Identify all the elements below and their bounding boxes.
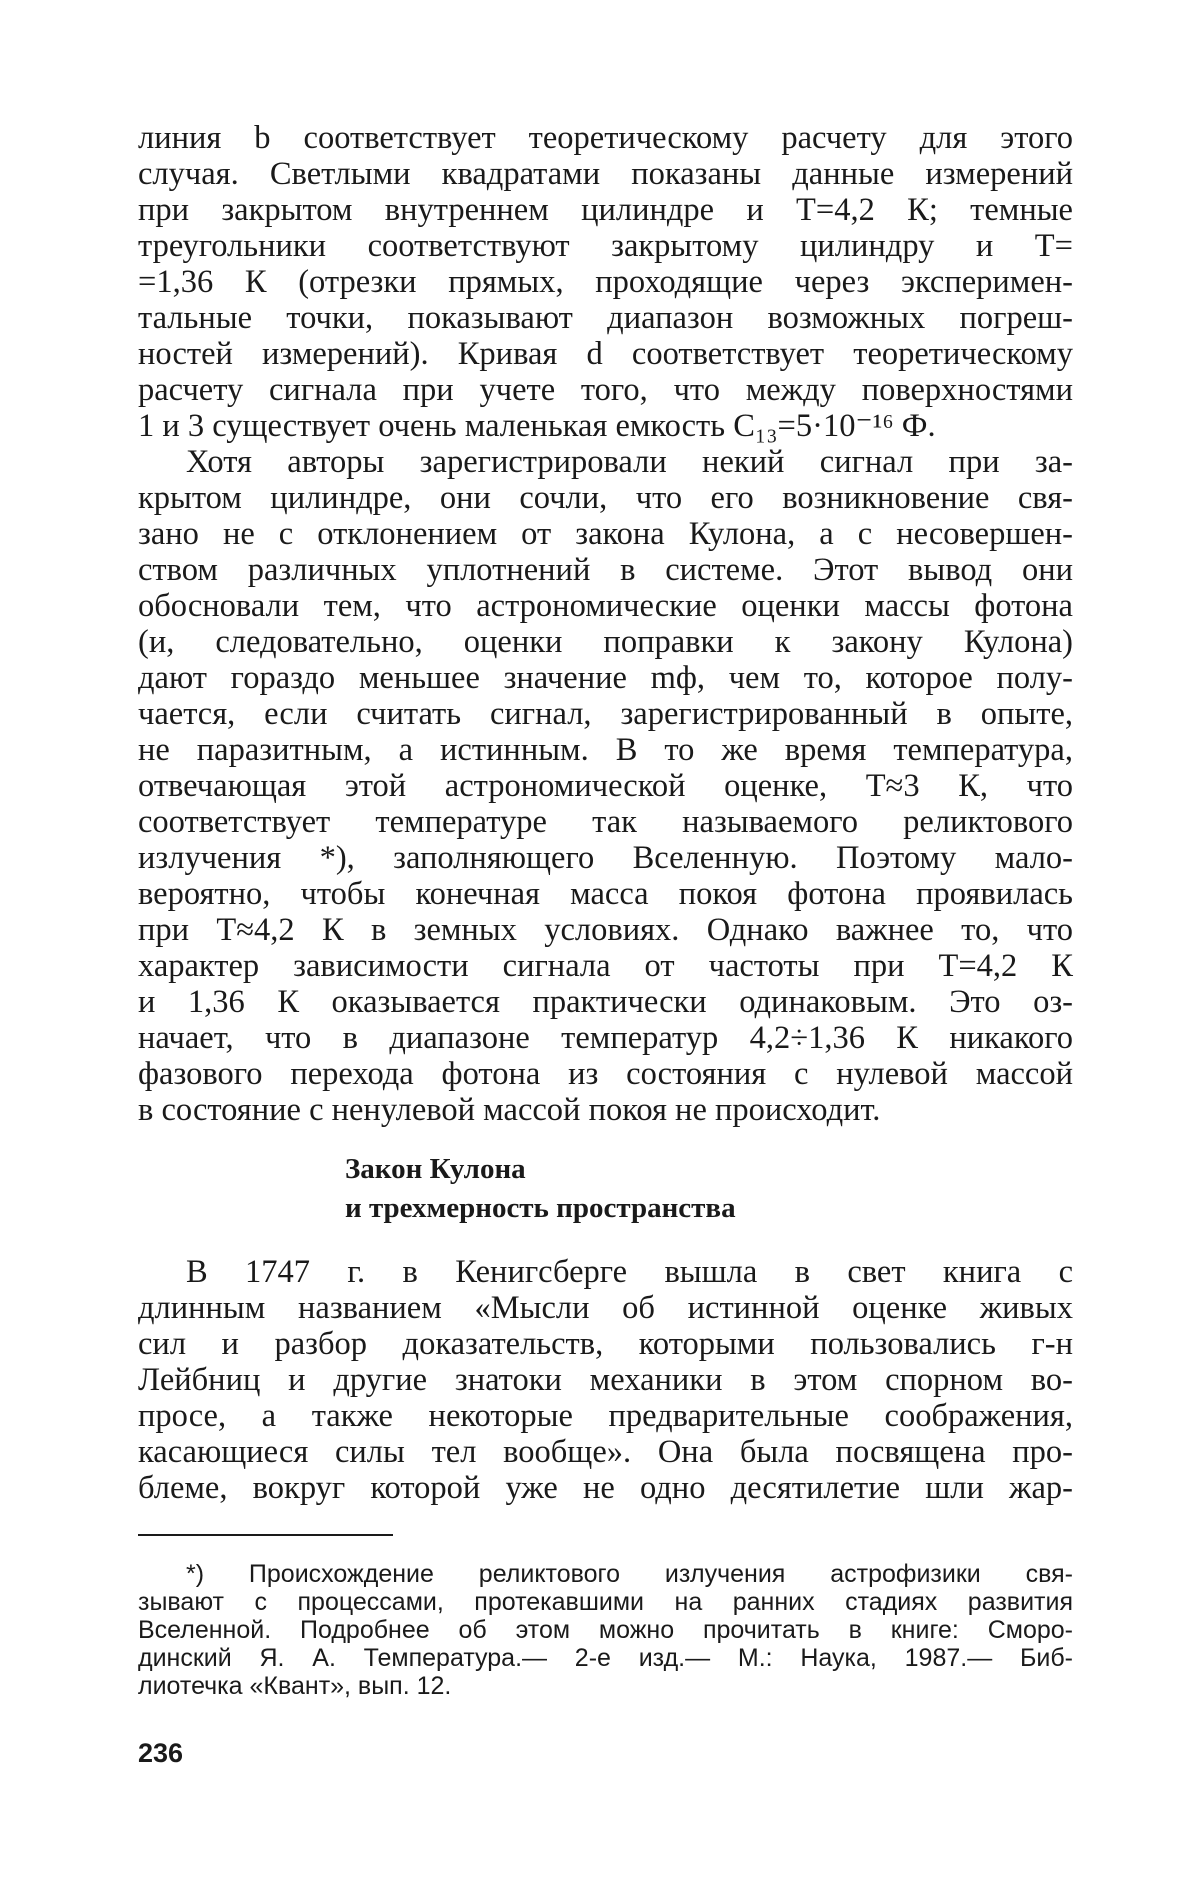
footnote-line: Вселенной. Подробнее об этом можно прочитать в книге: Сморо- <box>138 1616 1073 1644</box>
text-line: треугольники соответствуют закрытому цилиндру и T= <box>138 228 1073 264</box>
footnote-line: зывают с процессами, протекавшими на ранних стадиях развития <box>138 1588 1073 1616</box>
footnote-line: динский Я. А. Температура.— 2-е изд.— М.: Наука, 1987.— Биб- <box>138 1644 1073 1672</box>
text-line: обосновали тем, что астрономические оценки массы фотона <box>138 588 1073 624</box>
text-line: зано не с отклонением от закона Кулона, а с несовершен- <box>138 516 1073 552</box>
footnote-line: *) Происхождение реликтового излучения астрофизики свя- <box>138 1560 1073 1588</box>
text-line: длинным названием «Мысли об истинной оценке живых <box>138 1290 1073 1326</box>
text-line: просе, а также некоторые предварительные соображения, <box>138 1398 1073 1434</box>
text-line: ностей измерений). Кривая d соответствует теоретическому <box>138 336 1073 372</box>
text-line: 1 и 3 существует очень маленькая емкость C₁₃=5·10⁻¹⁶ Ф. <box>138 408 1073 444</box>
text-line: характер зависимости сигнала от частоты при T=4,2 К <box>138 948 1073 984</box>
text-line: не паразитным, а истинным. В то же время температура, <box>138 732 1073 768</box>
footnote <box>138 1560 1073 1700</box>
text-line: расчету сигнала при учете того, что между поверхностями <box>138 372 1073 408</box>
text-line: линия b соответствует теоретическому расчету для этого <box>138 120 1073 156</box>
section-heading <box>345 1150 736 1228</box>
text-line: начает, что в диапазоне температур 4,2÷1,36 К никакого <box>138 1020 1073 1056</box>
text-line: =1,36 К (отрезки прямых, проходящие через эксперимен- <box>138 264 1073 300</box>
text-line: дают гораздо меньшее значение mф, чем то, которое полу- <box>138 660 1073 696</box>
text-line: чается, если считать сигнал, зарегистрированный в опыте, <box>138 696 1073 732</box>
text-line: сил и разбор доказательств, которыми пользовались г-н <box>138 1326 1073 1362</box>
text-line: отвечающая этой астрономической оценке, T≈3 К, что <box>138 768 1073 804</box>
section-heading-line-2: и трехмерность пространства <box>345 1189 736 1228</box>
text-line: при закрытом внутреннем цилиндре и T=4,2 К; темные <box>138 192 1073 228</box>
text-line: излучения *), заполняющего Вселенную. Поэтому мало- <box>138 840 1073 876</box>
text-line: касающиеся силы тел вообще». Она была посвящена про- <box>138 1434 1073 1470</box>
paragraph-block-top <box>138 120 1073 1128</box>
text-line: В 1747 г. в Кенигсберге вышла в свет книга с <box>138 1254 1073 1290</box>
text-line: случая. Светлыми квадратами показаны данные измерений <box>138 156 1073 192</box>
text-line: при T≈4,2 К в земных условиях. Однако важнее то, что <box>138 912 1073 948</box>
text-line: крытом цилиндре, они сочли, что его возникновение свя- <box>138 480 1073 516</box>
text-line: в состояние с ненулевой массой покоя не происходит. <box>138 1092 1073 1128</box>
paragraph-block-bottom <box>138 1254 1073 1506</box>
text-line: (и, следовательно, оценки поправки к закону Кулона) <box>138 624 1073 660</box>
text-line: Хотя авторы зарегистрировали некий сигнал при за- <box>138 444 1073 480</box>
section-heading-line-1: Закон Кулона <box>345 1150 736 1189</box>
text-line: соответствует температуре так называемого реликтового <box>138 804 1073 840</box>
text-line: и 1,36 К оказывается практически одинаковым. Это оз- <box>138 984 1073 1020</box>
text-line: Лейбниц и другие знатоки механики в этом спорном во- <box>138 1362 1073 1398</box>
text-line: ством различных уплотнений в системе. Этот вывод они <box>138 552 1073 588</box>
text-line: блеме, вокруг которой уже не одно десятилетие шли жар- <box>138 1470 1073 1506</box>
text-line: вероятно, чтобы конечная масса покоя фотона проявилась <box>138 876 1073 912</box>
text-line: фазового перехода фотона из состояния с нулевой массой <box>138 1056 1073 1092</box>
text-line: тальные точки, показывают диапазон возможных погреш- <box>138 300 1073 336</box>
page-number: 236 <box>138 1738 183 1769</box>
footnote-divider <box>138 1534 393 1536</box>
footnote-line: лиотечка «Квант», вып. 12. <box>138 1672 1073 1700</box>
book-page <box>0 0 1200 1880</box>
